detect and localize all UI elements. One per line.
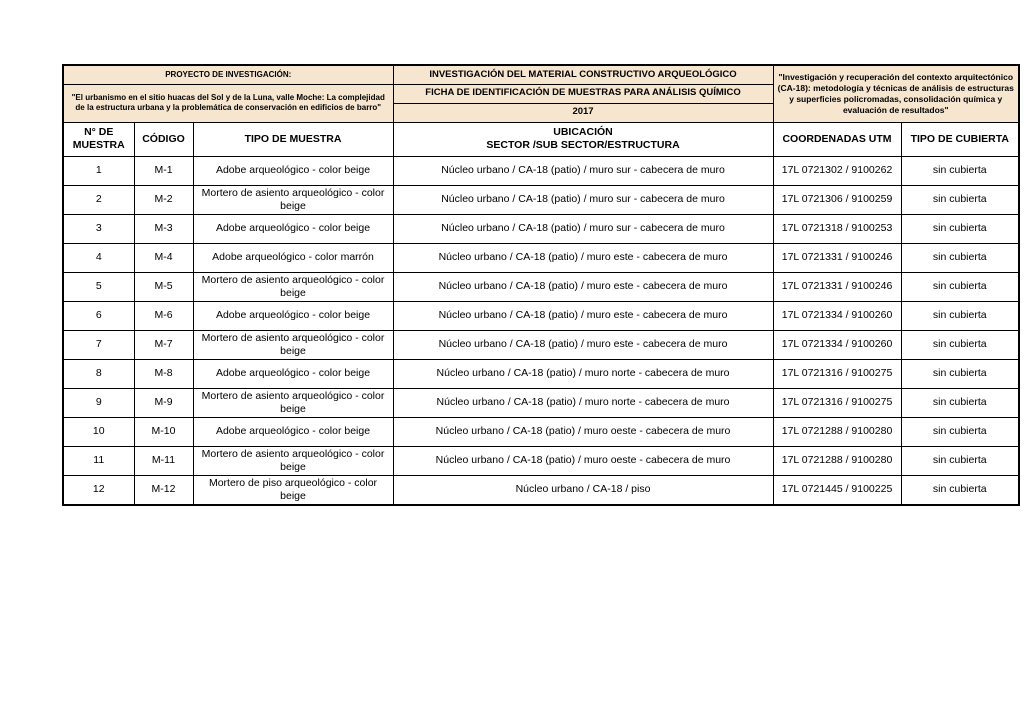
cell-ubicacion: Núcleo urbano / CA-18 / piso: [393, 475, 773, 505]
cell-codigo: M-1: [134, 156, 193, 185]
cell-codigo: M-7: [134, 330, 193, 359]
col-ubicacion: [393, 122, 773, 156]
table-row: [63, 359, 1019, 388]
col-coordenadas: COORDENADAS UTM: [773, 122, 901, 156]
cell-numero: 8: [63, 359, 134, 388]
col-cubierta: TIPO DE CUBIERTA: [901, 122, 1019, 156]
table-row: [63, 330, 1019, 359]
table-row: [63, 301, 1019, 330]
cell-ubicacion: Núcleo urbano / CA-18 (patio) / muro sur - cabecera de muro: [393, 185, 773, 214]
cell-tipo: Adobe arqueológico - color beige: [193, 359, 393, 388]
cell-coordenadas: 17L 0721318 / 9100253: [773, 214, 901, 243]
cell-tipo: Mortero de asiento arqueológico - color beige: [193, 185, 393, 214]
cell-numero: 2: [63, 185, 134, 214]
cell-ubicacion: Núcleo urbano / CA-18 (patio) / muro este - cabecera de muro: [393, 272, 773, 301]
cell-ubicacion: Núcleo urbano / CA-18 (patio) / muro norte - cabecera de muro: [393, 388, 773, 417]
cell-tipo: Mortero de asiento arqueológico - color beige: [193, 388, 393, 417]
cell-ubicacion: Núcleo urbano / CA-18 (patio) / muro este - cabecera de muro: [393, 330, 773, 359]
cell-tipo: Adobe arqueológico - color marrón: [193, 243, 393, 272]
cell-codigo: M-10: [134, 417, 193, 446]
col-numero: N° DE MUESTRA: [63, 122, 134, 156]
cell-codigo: M-5: [134, 272, 193, 301]
cell-codigo: M-9: [134, 388, 193, 417]
col-tipo: TIPO DE MUESTRA: [193, 122, 393, 156]
cell-coordenadas: 17L 0721331 / 9100246: [773, 243, 901, 272]
sample-table: [62, 64, 1020, 506]
project-title: "El urbanismo en el sitio huacas del Sol y de la Luna, valle Moche: La complejidad de la estructura urbana y la problemática de conservación en edificios de barro": [63, 84, 393, 122]
cell-coordenadas: 17L 0721334 / 9100260: [773, 330, 901, 359]
cell-cubierta: sin cubierta: [901, 156, 1019, 185]
cell-numero: 12: [63, 475, 134, 505]
cell-numero: 10: [63, 417, 134, 446]
center-title: INVESTIGACIÓN DEL MATERIAL CONSTRUCTIVO ARQUEOLÓGICO: [393, 65, 773, 84]
cell-numero: 3: [63, 214, 134, 243]
cell-codigo: M-12: [134, 475, 193, 505]
table-row: [63, 243, 1019, 272]
right-project-text: "Investigación y recuperación del contexto arquitectónico (CA-18): metodología y técnicas de análisis de estructuras y superficies policromadas, consolidación química y evaluación de resultados": [773, 65, 1019, 122]
cell-tipo: Mortero de asiento arqueológico - color beige: [193, 446, 393, 475]
cell-coordenadas: 17L 0721302 / 9100262: [773, 156, 901, 185]
cell-tipo: Adobe arqueológico - color beige: [193, 214, 393, 243]
cell-coordenadas: 17L 0721306 / 9100259: [773, 185, 901, 214]
cell-cubierta: sin cubierta: [901, 446, 1019, 475]
table-row: [63, 446, 1019, 475]
cell-numero: 1: [63, 156, 134, 185]
cell-tipo: Adobe arqueológico - color beige: [193, 156, 393, 185]
cell-numero: 11: [63, 446, 134, 475]
cell-cubierta: sin cubierta: [901, 214, 1019, 243]
cell-cubierta: sin cubierta: [901, 359, 1019, 388]
cell-cubierta: sin cubierta: [901, 243, 1019, 272]
cell-codigo: M-6: [134, 301, 193, 330]
cell-codigo: M-2: [134, 185, 193, 214]
table-row: [63, 272, 1019, 301]
cell-numero: 7: [63, 330, 134, 359]
cell-cubierta: sin cubierta: [901, 388, 1019, 417]
cell-coordenadas: 17L 0721316 / 9100275: [773, 388, 901, 417]
cell-ubicacion: Núcleo urbano / CA-18 (patio) / muro este - cabecera de muro: [393, 301, 773, 330]
table-row: [63, 185, 1019, 214]
cell-tipo: Adobe arqueológico - color beige: [193, 417, 393, 446]
cell-numero: 4: [63, 243, 134, 272]
cell-coordenadas: 17L 0721288 / 9100280: [773, 446, 901, 475]
cell-numero: 5: [63, 272, 134, 301]
col-ubicacion-line2: SECTOR /SUB SECTOR/ESTRUCTURA: [486, 139, 680, 151]
cell-cubierta: sin cubierta: [901, 272, 1019, 301]
cell-tipo: Adobe arqueológico - color beige: [193, 301, 393, 330]
cell-cubierta: sin cubierta: [901, 330, 1019, 359]
table-row: [63, 388, 1019, 417]
project-label: PROYECTO DE INVESTIGACIÓN:: [63, 65, 393, 84]
cell-tipo: Mortero de asiento arqueológico - color beige: [193, 272, 393, 301]
cell-ubicacion: Núcleo urbano / CA-18 (patio) / muro este - cabecera de muro: [393, 243, 773, 272]
cell-ubicacion: Núcleo urbano / CA-18 (patio) / muro sur - cabecera de muro: [393, 214, 773, 243]
col-ubicacion-line1: UBICACIÓN: [553, 126, 613, 138]
cell-coordenadas: 17L 0721288 / 9100280: [773, 417, 901, 446]
cell-codigo: M-4: [134, 243, 193, 272]
cell-ubicacion: Núcleo urbano / CA-18 (patio) / muro oeste - cabecera de muro: [393, 446, 773, 475]
col-codigo: CÓDIGO: [134, 122, 193, 156]
year: 2017: [393, 103, 773, 122]
cell-cubierta: sin cubierta: [901, 417, 1019, 446]
cell-ubicacion: Núcleo urbano / CA-18 (patio) / muro sur - cabecera de muro: [393, 156, 773, 185]
table-row: [63, 214, 1019, 243]
cell-tipo: Mortero de asiento arqueológico - color beige: [193, 330, 393, 359]
cell-codigo: M-11: [134, 446, 193, 475]
cell-numero: 9: [63, 388, 134, 417]
cell-coordenadas: 17L 0721316 / 9100275: [773, 359, 901, 388]
cell-coordenadas: 17L 0721331 / 9100246: [773, 272, 901, 301]
cell-tipo: Mortero de piso arqueológico - color beige: [193, 475, 393, 505]
table-row: [63, 475, 1019, 505]
table-body: [63, 156, 1019, 505]
cell-ubicacion: Núcleo urbano / CA-18 (patio) / muro oeste - cabecera de muro: [393, 417, 773, 446]
cell-ubicacion: Núcleo urbano / CA-18 (patio) / muro norte - cabecera de muro: [393, 359, 773, 388]
center-subtitle: FICHA DE IDENTIFICACIÓN DE MUESTRAS PARA ANÁLISIS QUÍMICO: [393, 84, 773, 103]
cell-coordenadas: 17L 0721334 / 9100260: [773, 301, 901, 330]
cell-codigo: M-3: [134, 214, 193, 243]
table-row: [63, 417, 1019, 446]
cell-cubierta: sin cubierta: [901, 301, 1019, 330]
cell-numero: 6: [63, 301, 134, 330]
cell-coordenadas: 17L 0721445 / 9100225: [773, 475, 901, 505]
cell-cubierta: sin cubierta: [901, 185, 1019, 214]
cell-codigo: M-8: [134, 359, 193, 388]
table-row: [63, 156, 1019, 185]
cell-cubierta: sin cubierta: [901, 475, 1019, 505]
